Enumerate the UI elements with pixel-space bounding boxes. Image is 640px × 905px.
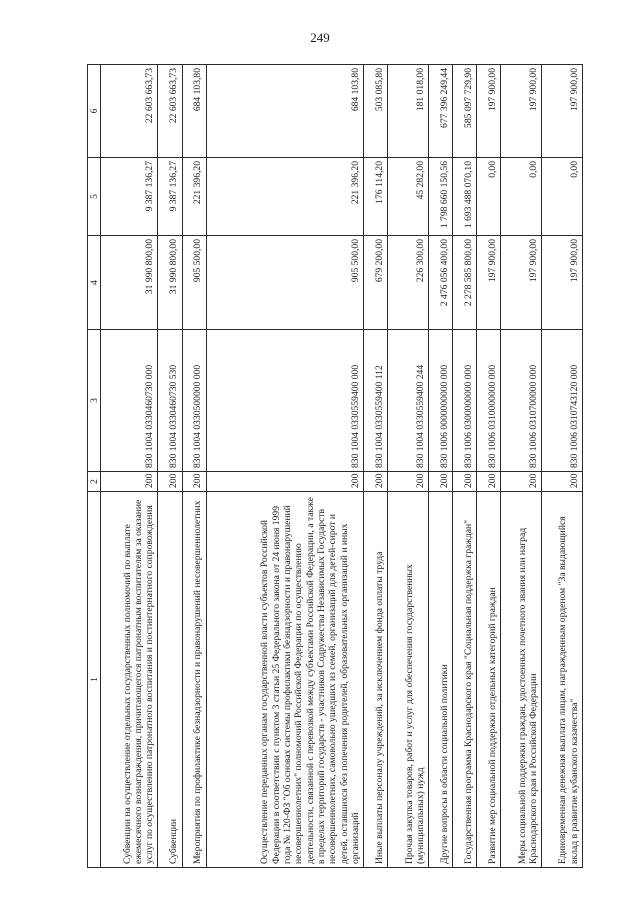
row-col6: 585 097 729,90 (453, 65, 477, 158)
header-cell-5: 5 (88, 158, 101, 236)
row-col5: 0,00 (477, 158, 501, 236)
row-col4: 31 990 800,00 (101, 236, 158, 330)
row-col5: 0,00 (542, 158, 583, 236)
row-col4: 2 476 056 400,00 (429, 236, 453, 330)
row-col4: 2 278 585 800,00 (453, 236, 477, 330)
row-name: Развитие мер социальной поддержки отдельных категорий граждан (477, 492, 501, 868)
row-col5: 9 387 136,27 (101, 158, 158, 236)
row-name: Единовременная денежная выплата лицам, награжденным орденом "За выдающийся вклад в развитие кубанского казачества" (542, 492, 583, 868)
row-code: 200 (182, 472, 206, 492)
row-col4: 905 500,00 (182, 236, 206, 330)
table-row (182, 65, 206, 868)
table-row (477, 65, 501, 868)
row-code: 200 (429, 472, 453, 492)
row-classification: 830 1004 0330460730 530 (158, 330, 182, 472)
table-row (388, 65, 429, 868)
row-col6: 22 603 663,73 (101, 65, 158, 158)
table-row (206, 65, 364, 868)
row-code: 200 (542, 472, 583, 492)
row-col6: 677 396 249,44 (429, 65, 453, 158)
row-classification: 830 1006 0310743120 000 (542, 330, 583, 472)
header-cell-4: 4 (88, 236, 101, 330)
row-col5: 1 798 660 150,56 (429, 158, 453, 236)
row-name: Субвенции на осуществление отдельных государственных полномочий по выплате ежемесячного вознаграждения, причитающегося патронатным воспитателям за оказание услуг по осуществлению патронатного воспитания и постинтернатного сопровождения (101, 492, 158, 868)
header-cell-1: 1 (88, 492, 101, 868)
row-col4: 31 990 800,00 (158, 236, 182, 330)
row-classification: 830 1004 0330559400 000 (206, 330, 364, 472)
row-classification: 830 1006 0000000000 000 (429, 330, 453, 472)
row-col6: 197 900,00 (501, 65, 542, 158)
row-col5: 221 396,20 (182, 158, 206, 236)
row-classification: 830 1004 0330559400 244 (388, 330, 429, 472)
row-code: 200 (501, 472, 542, 492)
row-col6: 503 085,80 (364, 65, 388, 158)
row-classification: 830 1004 0330460730 000 (101, 330, 158, 472)
row-classification: 830 1006 0310700000 000 (501, 330, 542, 472)
row-classification: 830 1006 0310000000 000 (477, 330, 501, 472)
row-classification: 830 1006 0300000000 000 (453, 330, 477, 472)
row-col6: 684 103,80 (182, 65, 206, 158)
row-col6: 684 103,80 (206, 65, 364, 158)
row-code: 200 (453, 472, 477, 492)
row-name: Осуществление переданных органам государственной власти субъектов Российской Федерации в соответствии с пунктом 3 статьи 25 Федерального закона от 24 июня 1999 года № 120-ФЗ "Об основах системы профилактики безнадзорности и правонарушений несовершеннолетних" полномочий Российской Федерации по осуществлению деятельности, связанной с перевозкой между субъектами Российской Федерации, а также в пределах территорий государств - участников Содружества Независимых Государств несовершеннолетних, самовольно ушедших из семей, организаций для детей-сирот и детей, оставшихся без попечения родителей, образовательных организаций и иных организаций (206, 492, 364, 868)
header-cell-6: 6 (88, 65, 101, 158)
row-col5: 221 396,20 (206, 158, 364, 236)
row-code: 200 (477, 472, 501, 492)
row-col5: 176 114,20 (364, 158, 388, 236)
row-code: 200 (364, 472, 388, 492)
row-col5: 45 282,00 (388, 158, 429, 236)
row-code: 200 (388, 472, 429, 492)
table-row (501, 65, 542, 868)
row-name: Иные выплаты персоналу учреждений, за исключением фонда оплаты труда (364, 492, 388, 868)
row-col6: 181 018,00 (388, 65, 429, 158)
row-classification: 830 1004 0330559400 112 (364, 330, 388, 472)
header-cell-2: 2 (88, 472, 101, 492)
row-col6: 197 900,00 (477, 65, 501, 158)
row-name: Мероприятия по профилактике безнадзорности и правонарушений несовершеннолетних (182, 492, 206, 868)
row-col4: 197 900,00 (542, 236, 583, 330)
row-col6: 22 603 663,73 (158, 65, 182, 158)
table-row (453, 65, 477, 868)
row-col4: 197 900,00 (501, 236, 542, 330)
row-name: Меры социальной поддержки граждан, удостоенных почетного звания или наград Краснодарского края и Российской Федерации (501, 492, 542, 868)
row-classification: 830 1004 0330500000 000 (182, 330, 206, 472)
row-col6: 197 900,00 (542, 65, 583, 158)
row-col5: 0,00 (501, 158, 542, 236)
row-code: 200 (158, 472, 182, 492)
row-code: 200 (101, 472, 158, 492)
row-name: Прочая закупка товаров, работ и услуг для обеспечения государственных (муниципальных) нужд (388, 492, 429, 868)
table-row (158, 65, 182, 868)
row-name: Субвенции (158, 492, 182, 868)
row-col4: 197 900,00 (477, 236, 501, 330)
budget-table (87, 64, 583, 868)
row-name: Государственная программа Краснодарского края "Социальная поддержка граждан" (453, 492, 477, 868)
row-code: 200 (206, 472, 364, 492)
table-row (429, 65, 453, 868)
row-col5: 9 387 136,27 (158, 158, 182, 236)
row-col4: 905 500,00 (206, 236, 364, 330)
table-row (101, 65, 158, 868)
table-row (364, 65, 388, 868)
header-row (88, 65, 101, 868)
table-row (542, 65, 583, 868)
row-col4: 679 200,00 (364, 236, 388, 330)
row-col5: 1 693 488 070,10 (453, 158, 477, 236)
row-col4: 226 300,00 (388, 236, 429, 330)
page-number: 249 (310, 30, 330, 45)
row-name: Другие вопросы в области социальной политики (429, 492, 453, 868)
budget-table-rotated (87, 65, 583, 868)
header-cell-3: 3 (88, 330, 101, 472)
